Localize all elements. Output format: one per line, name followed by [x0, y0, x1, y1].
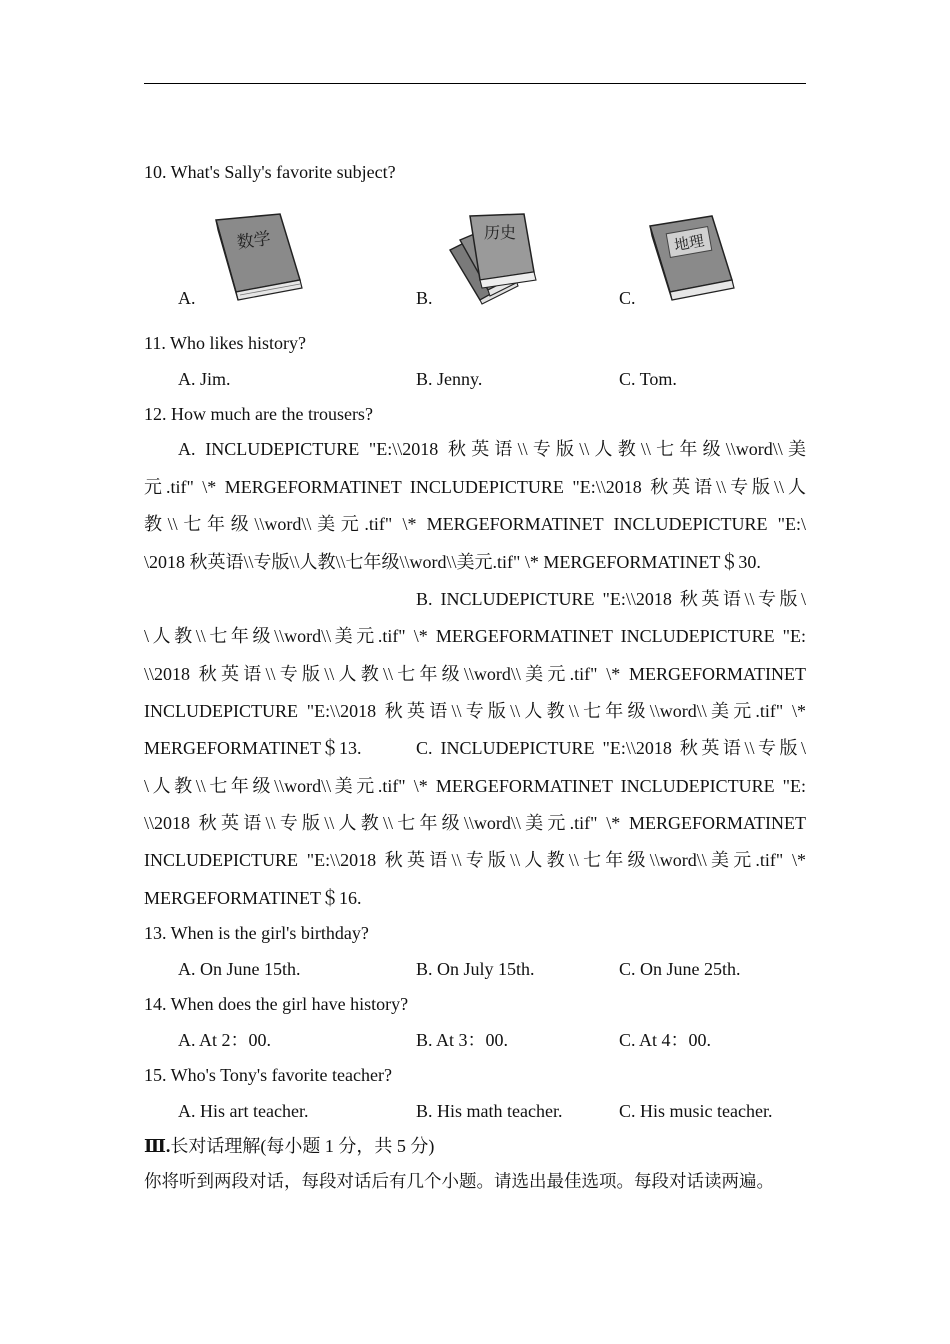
q15-option-a: A. His art teacher.	[178, 1101, 309, 1121]
q12-text-line: MERGEFORMATINET＄16.	[144, 888, 362, 908]
q12-text-line: \\2018 秋英语\\专版\\人教\\七年级\\word\\美元.tif" \* MERGEFORMATINET	[144, 664, 806, 684]
q11-option-b: B. Jenny.	[416, 369, 483, 389]
geography-book-label: 地理	[672, 231, 706, 255]
q14-option-b: B. At 3：00.	[416, 1030, 509, 1050]
q10-option-a-letter: A.	[178, 288, 196, 308]
math-book-icon	[208, 210, 304, 302]
math-book-label: 数学	[235, 228, 273, 254]
q12-text-line: A. INCLUDEPICTURE "E:\\2018 秋英语\\专版\\人教\\七年级\\word\\美	[178, 439, 806, 459]
q11-question: 11. Who likes history?	[144, 333, 306, 353]
section-3-heading	[144, 1135, 806, 1157]
q11-option-a: A. Jim.	[178, 369, 231, 389]
q12-text-line: \人教\\七年级\\word\\美元.tif" \* MERGEFORMATINET INCLUDEPICTURE "E:	[144, 626, 806, 646]
q10-option-c-letter: C.	[619, 288, 636, 308]
q12-text-line: C. INCLUDEPICTURE "E:\\2018 秋英语\\专版\	[416, 738, 806, 758]
q14-option-c: C. At 4：00.	[619, 1030, 712, 1050]
q14-option-a: A. At 2：00.	[178, 1030, 272, 1050]
header-rule	[144, 83, 806, 84]
q12-text-line: B. INCLUDEPICTURE "E:\\2018 秋英语\\专版\	[416, 589, 806, 609]
q13-option-c: C. On June 25th.	[619, 959, 741, 979]
q10-question: 10. What's Sally's favorite subject?	[144, 162, 396, 182]
q12-text-line: 元.tif" \* MERGEFORMATINET INCLUDEPICTURE "E:\\2018 秋英语\\专版\\人	[144, 477, 806, 497]
q15-option-c: C. His music teacher.	[619, 1101, 773, 1121]
geography-book-icon	[646, 212, 736, 302]
q12-text-line: MERGEFORMATINET＄13.	[144, 738, 362, 758]
q15-question: 15. Who's Tony's favorite teacher?	[144, 1065, 392, 1085]
section-3-instruction: 你将听到两段对话，每段对话后有几个小题。请选出最佳选项。每段对话读两遍。	[144, 1172, 774, 1192]
history-book-label: 历史	[483, 223, 517, 242]
q12-text-line: INCLUDEPICTURE "E:\\2018 秋英语\\专版\\人教\\七年级\\word\\美元.tif" \*	[144, 701, 806, 721]
q12-question: 12. How much are the trousers?	[144, 404, 373, 424]
q13-option-a: A. On June 15th.	[178, 959, 301, 979]
section-3-numeral: Ⅲ.	[144, 1136, 171, 1156]
q10-option-b-letter: B.	[416, 288, 433, 308]
section-3-title: 长对话理解(每小题 1 分，共 5 分)	[170, 1136, 435, 1156]
history-books-icon	[446, 210, 542, 306]
q14-question: 14. When does the girl have history?	[144, 994, 409, 1014]
q12-text-line: INCLUDEPICTURE "E:\\2018 秋英语\\专版\\人教\\七年级\\word\\美元.tif" \*	[144, 850, 806, 870]
q12-text-line: 教\\七年级\\word\\美元.tif" \* MERGEFORMATINET INCLUDEPICTURE "E:\	[144, 514, 806, 534]
q12-text-line: \\2018 秋英语\\专版\\人教\\七年级\\word\\美元.tif" \* MERGEFORMATINET	[144, 813, 806, 833]
q13-option-b: B. On July 15th.	[416, 959, 535, 979]
q12-text-line: \人教\\七年级\\word\\美元.tif" \* MERGEFORMATINET INCLUDEPICTURE "E:	[144, 776, 806, 796]
q15-option-b: B. His math teacher.	[416, 1101, 563, 1121]
q12-text-line: \2018 秋英语\\专版\\人教\\七年级\\word\\美元.tif" \* MERGEFORMATINET＄30.	[144, 552, 761, 572]
q11-option-c: C. Tom.	[619, 369, 677, 389]
q13-question: 13. When is the girl's birthday?	[144, 923, 369, 943]
